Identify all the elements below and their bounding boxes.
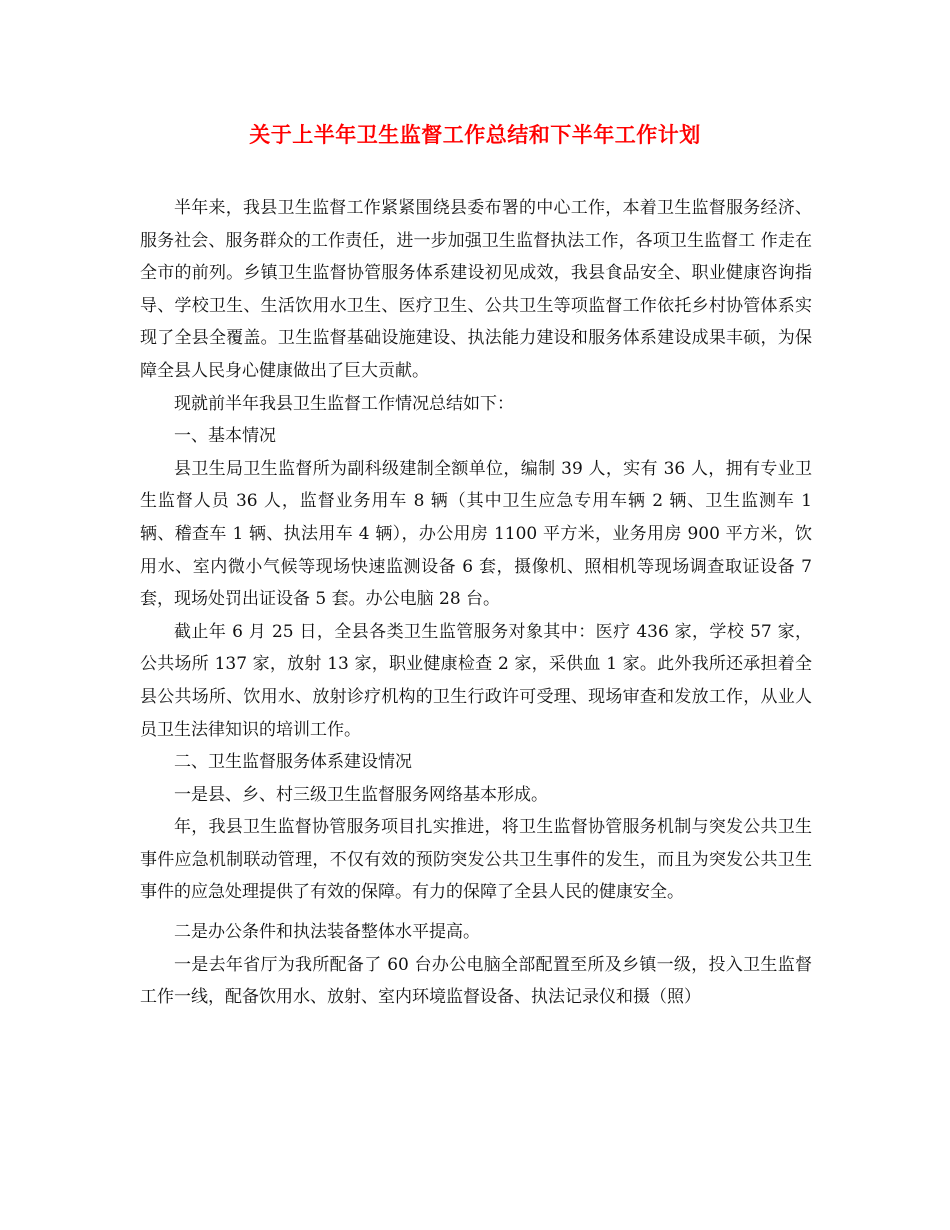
paragraph-coordination: 年，我县卫生监督协管服务项目扎实推进，将卫生监督协管服务机制与突发公共卫生事件应急机制联动管理，不仅有效的预防突发公共卫生事件的发生，而且为突发公共卫生事件的应急处理提供了有效的保障。有力的保障了全县人民的健康安全。 bbox=[140, 817, 812, 903]
paragraph-basic-info: 县卫生局卫生监督所为副科级建制全额单位，编制 39 人，实有 36 人，拥有专业卫生监督人员 36 人，监督业务用车 8 辆（其中卫生应急专用车辆 2 辆、卫生监测车 1 辆、稽查车 1 辆、执法用车 4 辆），办公用房 1100 平方米，业务用房 900 平方米，饮用水、室内微小气候等现场快速监测设备 6 套，摄像机、照相机等现场调查取证设备 7 套，现场处罚出证设备 5 套。办公电脑 28 台。 bbox=[140, 458, 812, 610]
paragraph-intro: 半年来，我县卫生监督工作紧紧围绕县委布署的中心工作，本着卫生监督服务经济、服务社会、服务群众的工作责任，进一步加强卫生监督执法工作，各项卫生监督工 作走在全市的前列。乡镇卫生监督协管服务体系建设初见成效，我县食品安全、职业健康咨询指导、学校卫生、生活饮用水卫生、医疗卫生、公共卫生等项监督工作依托乡村协管体系实现了全县全覆盖。卫生监督基础设施建设、执法能力建设和服务体系建设成果丰硕，为保障全县人民身心健康做出了巨大贡献。 bbox=[140, 198, 812, 381]
paragraph-service-objects: 截止年 6 月 25 日，全县各类卫生监管服务对象其中：医疗 436 家，学校 57 家，公共场所 137 家，放射 13 家，职业健康检查 2 家，采供血 1 家。此外我所还承担着全县公共场所、饮用水、放射诊疗机构的卫生行政许可受理、现场审查和发放工作，从业人员卫生法律知识的培训工作。 bbox=[140, 621, 812, 740]
paragraph-equipment: 一是去年省厅为我所配备了 60 台办公电脑全部配置至所及乡镇一级，投入卫生监督工作一线，配备饮用水、放射、室内环境监督设备、执法记录仪和摄（照） bbox=[140, 954, 812, 1008]
paragraph-summary-lead: 现就前半年我县卫生监督工作情况总结如下： bbox=[174, 393, 514, 414]
paragraph-network: 一是县、乡、村三级卫生监督服务网络基本形成。 bbox=[174, 784, 548, 805]
section-heading-basic: 一、基本情况 bbox=[174, 426, 276, 447]
section-heading-system: 二、卫生监督服务体系建设情况 bbox=[174, 752, 412, 773]
document-body bbox=[140, 192, 812, 1014]
paragraph-equipment-heading: 二是办公条件和执法装备整体水平提高。 bbox=[174, 922, 480, 943]
document-title: 关于上半年卫生监督工作总结和下半年工作计划 bbox=[249, 122, 701, 147]
